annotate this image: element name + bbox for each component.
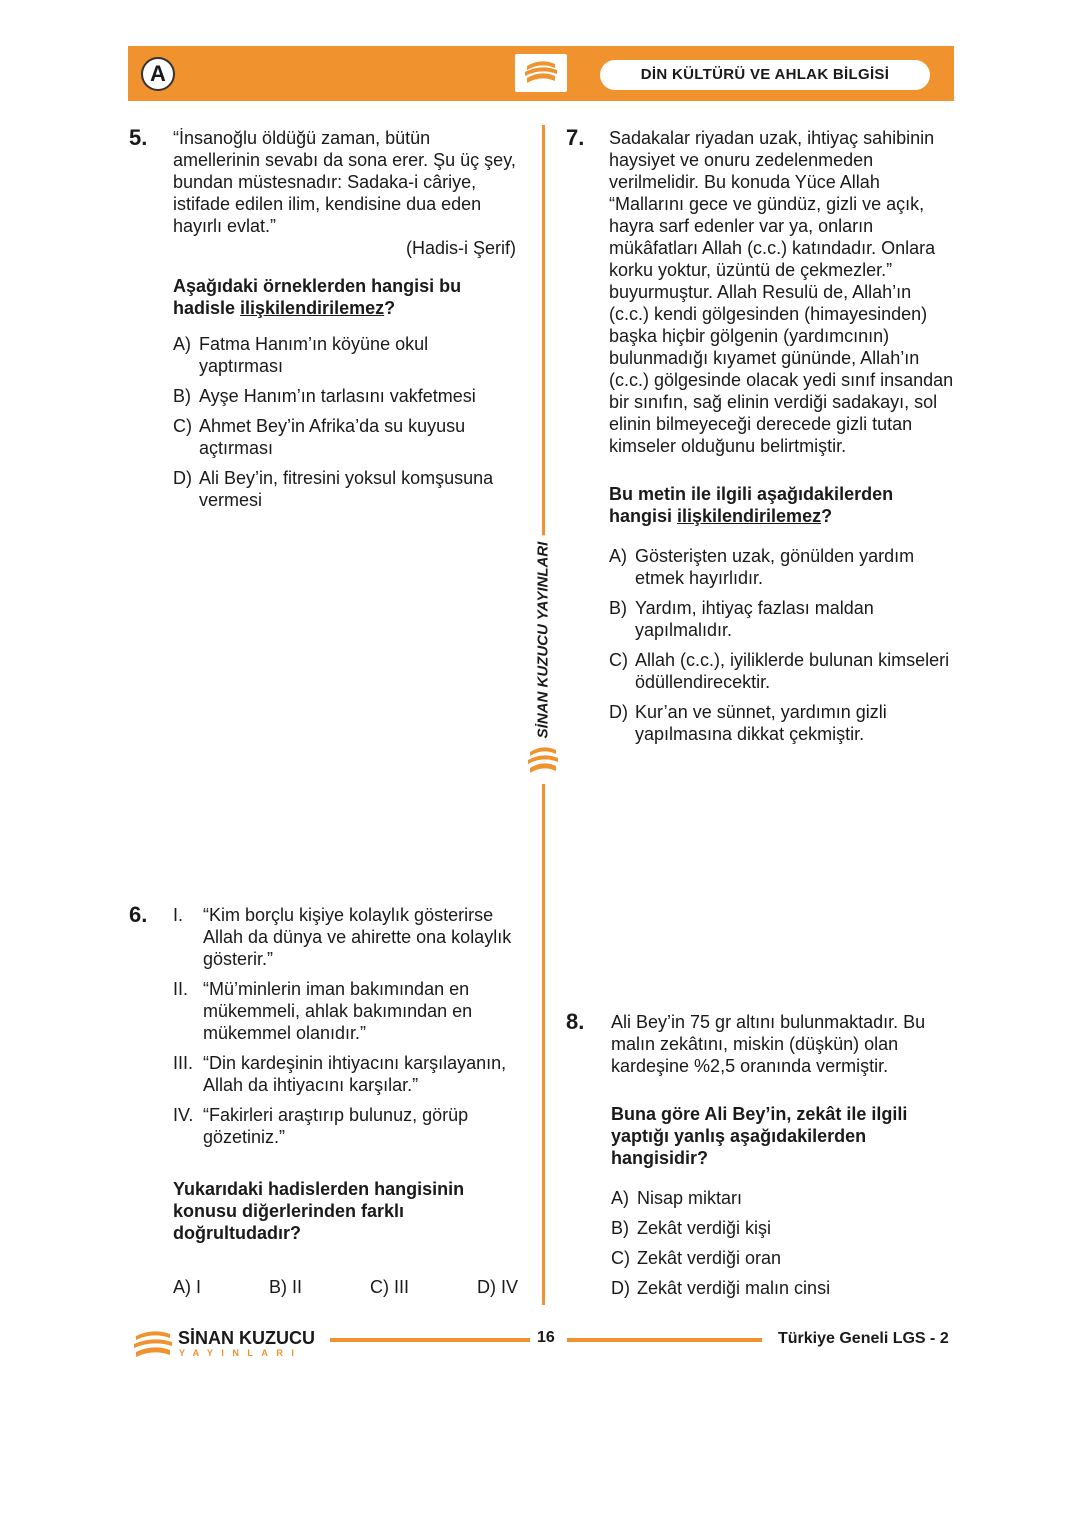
option-letter: D) bbox=[611, 1278, 630, 1298]
item-roman: I. bbox=[173, 905, 184, 925]
q5-source: (Hadis-i Şerif) bbox=[405, 238, 516, 258]
option-letter: D) bbox=[609, 702, 628, 722]
q5-prompt-text: Aşağıdaki örneklerden hangisi bu hadisle bbox=[173, 276, 462, 318]
publisher-name: SİNAN KUZUCU bbox=[178, 1328, 315, 1348]
book-logo-icon bbox=[515, 54, 567, 92]
q7-prompt bbox=[609, 483, 956, 527]
option-letter: C) bbox=[609, 650, 628, 670]
option-text: Allah (c.c.), iyiliklerde bulunan kimseleri ödüllendirecektir. bbox=[635, 650, 950, 692]
q5-option-d[interactable] bbox=[173, 467, 516, 511]
q8-text: Ali Bey’in 75 gr altını bulunmaktadır. Bu malın zekâtını, miskin (düşkün) olan kardeşine %2,5 oranında vermiştir. bbox=[611, 1012, 926, 1076]
option-letter: C) bbox=[173, 416, 192, 436]
q6-prompt: Yukarıdaki hadislerden hangisinin konusu diğerlerinden farklı doğrultudadır? bbox=[173, 1179, 465, 1243]
q7-option-b[interactable] bbox=[609, 597, 956, 641]
q5-prompt-emph: ilişkilendirilemez bbox=[240, 298, 385, 318]
q5-text: “İnsanoğlu öldüğü zaman, bütün amellerinin sevabı da sona erer. Şu üç şey, bundan müstesnadır: Sadaka-i câriye, istifade edilen ilim, kendisine dua eden hayırlı evlat.” bbox=[173, 128, 516, 236]
item-text: “Kim borçlu kişiye kolaylık gösterirse Allah da dünya ve ahirette ona kolaylık gösterir.” bbox=[203, 905, 512, 969]
option-text: Fatma Hanım’ın köyüne okul yaptırması bbox=[199, 334, 429, 376]
q6-option-d[interactable]: D) IV bbox=[476, 1277, 518, 1297]
q7-prompt-text: Bu metin ile ilgili aşağıdakilerden hangisi bbox=[609, 484, 894, 526]
option-text: Ayşe Hanım’ın tarlasını vakfetmesi bbox=[199, 386, 476, 406]
booklet-badge: A bbox=[141, 57, 175, 91]
q8-prompt: Buna göre Ali Bey’in, zekât ile ilgili yaptığı yanlış aşağıdakilerden hangisidir? bbox=[611, 1104, 908, 1168]
subject-title: DİN KÜLTÜRÜ VE AHLAK BİLGİSİ bbox=[600, 60, 930, 90]
q5-option-c[interactable] bbox=[173, 415, 516, 459]
q7-number: 7. bbox=[566, 125, 585, 150]
q5-option-b[interactable] bbox=[173, 385, 516, 407]
option-letter: A) bbox=[611, 1188, 629, 1208]
q6-item-1 bbox=[173, 904, 518, 970]
q5-option-a[interactable] bbox=[173, 333, 516, 377]
option-text: Ahmet Bey’in Afrika’da su kuyusu açtırması bbox=[199, 416, 466, 458]
option-text: Yardım, ihtiyaç fazlası maldan yapılmalıdır. bbox=[635, 598, 874, 640]
q6-item-3 bbox=[173, 1052, 518, 1096]
q7-prompt-end: ? bbox=[821, 506, 833, 526]
q6-option-a[interactable]: A) I bbox=[173, 1277, 202, 1297]
option-letter: A) bbox=[173, 334, 191, 354]
q6-option-c[interactable]: C) III bbox=[370, 1277, 409, 1297]
option-letter: B) bbox=[611, 1218, 629, 1238]
option-letter: B) bbox=[173, 386, 191, 406]
q6-number: 6. bbox=[129, 902, 148, 927]
q5-prompt-end: ? bbox=[384, 298, 396, 318]
q6-option-b[interactable]: B) II bbox=[269, 1277, 303, 1297]
option-text: Zekât verdiği kişi bbox=[637, 1218, 772, 1238]
footer-rule-right bbox=[567, 1338, 762, 1342]
question-5 bbox=[173, 127, 516, 511]
q7-option-d[interactable] bbox=[609, 701, 956, 745]
publisher-sub: YAYINLARI bbox=[179, 1348, 303, 1358]
publisher-logo bbox=[128, 1326, 318, 1364]
option-text: Gösterişten uzak, gönülden yardım etmek hayırlıdır. bbox=[635, 546, 915, 588]
item-text: “Fakirleri araştırıp bulunuz, görüp gözetiniz.” bbox=[203, 1105, 469, 1147]
option-letter: C) bbox=[611, 1248, 630, 1268]
q8-option-a[interactable] bbox=[611, 1187, 956, 1209]
q7-option-a[interactable] bbox=[609, 545, 956, 589]
option-letter: B) bbox=[609, 598, 627, 618]
q8-option-b[interactable] bbox=[611, 1217, 956, 1239]
q7-option-c[interactable] bbox=[609, 649, 956, 693]
q7-text: Sadakalar riyadan uzak, ihtiyaç sahibinin haysiyet ve onuru zedelenmeden verilmelidir. Bu konuda Yüce Allah “Mallarını gece ve gündüz, gizli ve açık, hayra sarf edenler var ya, onların mükâfatları Allah (c.c.) katındadır. Onlara korku yoktur, üzüntü de çekmezler.” buyurmuştur. Allah Resulü de, Allah’ın (c.c.) kendi gölgesinden (himayesinden) başka hiçbir gölgenin (yardımcının) bulunmadığı kıyamet gününde, Allah’ın (c.c.) gölgesinde olacak yedi sınıf insandan bir sınıfın, sağ elinin verdiği sadakayı, sol elinin bilmeyeceği derecede gizli tutan kimseler olduğunu belirtmiştir. bbox=[609, 128, 954, 456]
side-publisher-label: SİNAN KUZUCU YAYINLARI bbox=[527, 536, 560, 745]
question-8 bbox=[611, 1011, 956, 1299]
q6-item-4 bbox=[173, 1104, 518, 1148]
item-roman: IV. bbox=[173, 1105, 194, 1125]
item-roman: II. bbox=[173, 979, 189, 999]
exam-title: Türkiye Geneli LGS - 2 bbox=[778, 1330, 949, 1347]
option-text: Kur’an ve sünnet, yardımın gizli yapılmasına dikkat çekmiştir. bbox=[635, 702, 887, 744]
question-6 bbox=[173, 904, 518, 1298]
option-letter: A) bbox=[609, 546, 627, 566]
q6-options bbox=[173, 1276, 518, 1298]
footer-rule-left bbox=[330, 1338, 530, 1342]
q8-option-d[interactable] bbox=[611, 1277, 956, 1299]
book-logo-icon-small bbox=[524, 740, 562, 784]
item-text: “Mü’minlerin iman bakımından en mükemmeli, ahlak bakımından en mükemmel olanıdır.” bbox=[203, 979, 473, 1043]
q8-number: 8. bbox=[566, 1009, 585, 1034]
option-text: Nisap miktarı bbox=[637, 1188, 743, 1208]
option-text: Ali Bey’in, fitresini yoksul komşusuna vermesi bbox=[199, 468, 494, 510]
option-text: Zekât verdiği oran bbox=[637, 1248, 782, 1268]
item-text: “Din kardeşinin ihtiyacını karşılayanın, Allah da ihtiyacını karşılar.” bbox=[203, 1053, 507, 1095]
q6-item-2 bbox=[173, 978, 518, 1044]
item-roman: III. bbox=[173, 1053, 194, 1073]
q5-number: 5. bbox=[129, 125, 148, 150]
page-number: 16 bbox=[537, 1329, 555, 1346]
q7-prompt-emph: ilişkilendirilemez bbox=[677, 506, 822, 526]
option-letter: D) bbox=[173, 468, 192, 488]
q8-option-c[interactable] bbox=[611, 1247, 956, 1269]
option-text: Zekât verdiği malın cinsi bbox=[637, 1278, 831, 1298]
question-7 bbox=[609, 127, 956, 745]
q5-prompt bbox=[173, 275, 516, 319]
